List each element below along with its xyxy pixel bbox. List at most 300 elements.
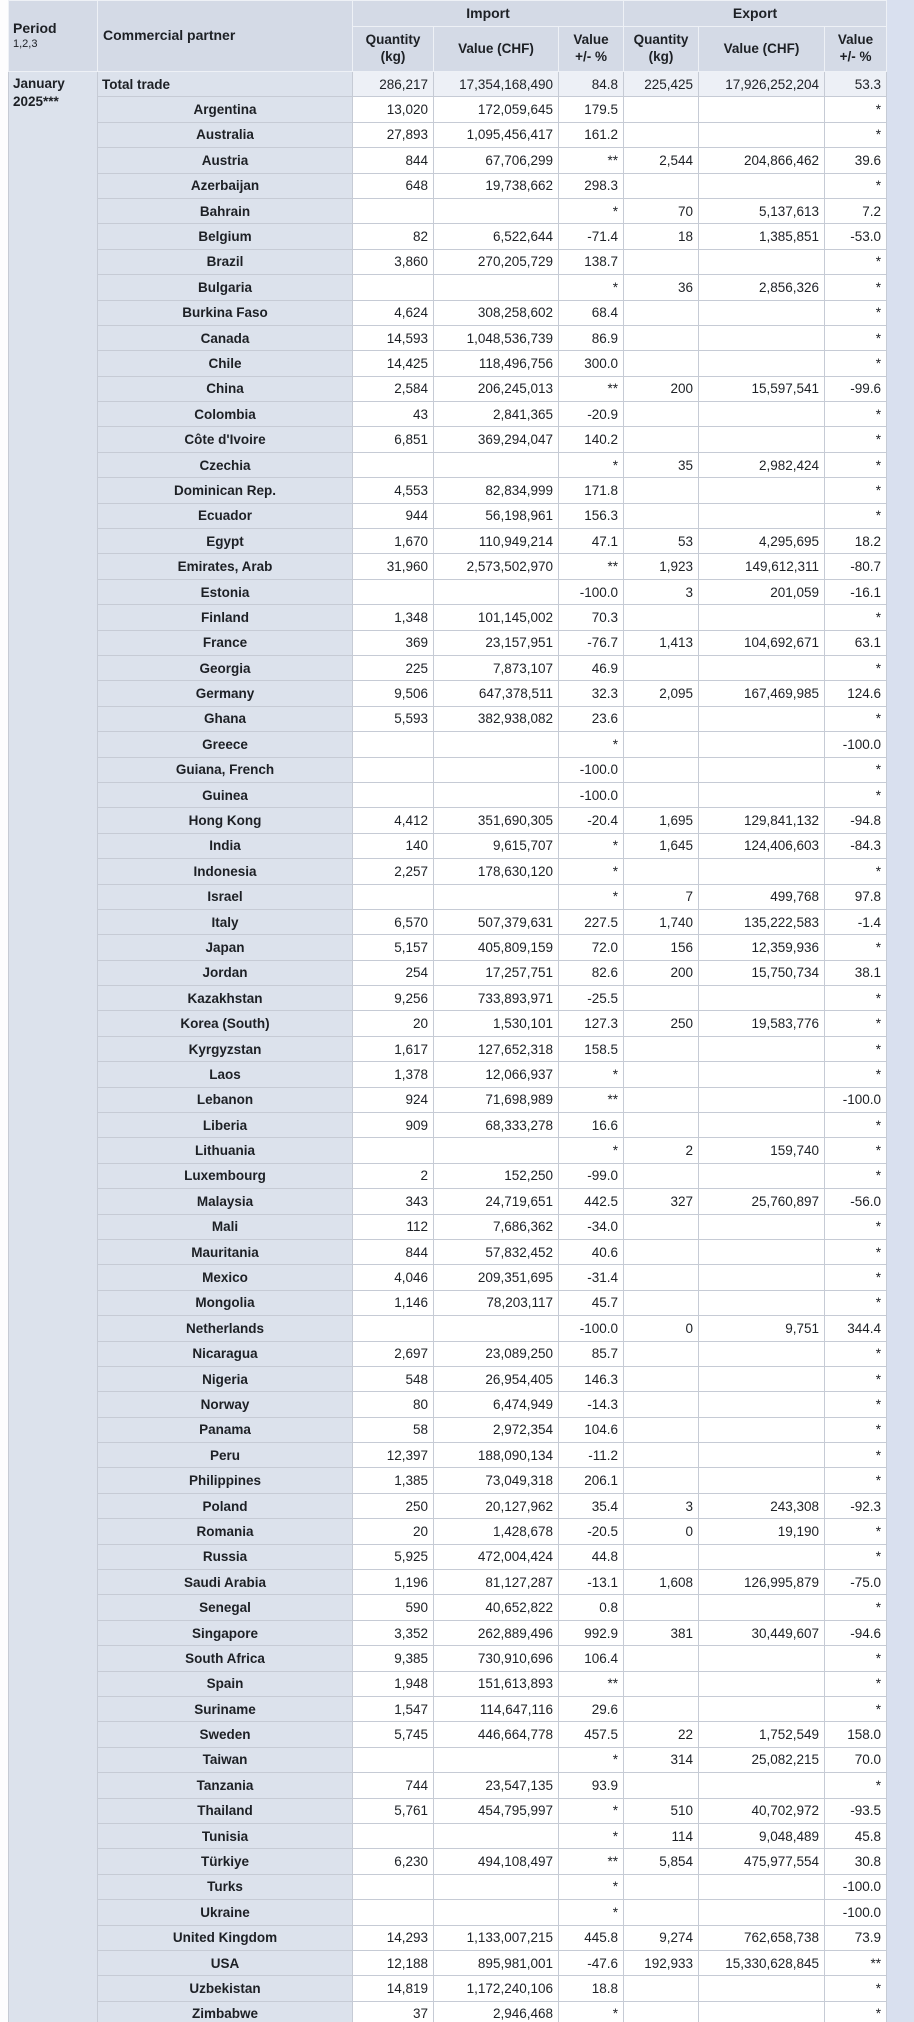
partner-row bbox=[9, 452, 887, 477]
import-value-cell: 446,664,778 bbox=[434, 1722, 559, 1747]
import-quantity-cell: 369 bbox=[353, 630, 434, 655]
export-change-cell: * bbox=[825, 478, 887, 503]
export-quantity-cell bbox=[624, 1900, 699, 1925]
import-quantity-cell: 6,230 bbox=[353, 1849, 434, 1874]
export-quantity-cell: 53 bbox=[624, 529, 699, 554]
import-value-cell: 118,496,756 bbox=[434, 351, 559, 376]
export-value-cell bbox=[699, 605, 825, 630]
import-value-cell: 1,530,101 bbox=[434, 1011, 559, 1036]
import-value-cell bbox=[434, 1316, 559, 1341]
export-change-cell: * bbox=[825, 1671, 887, 1696]
import-change-cell: ** bbox=[559, 376, 624, 401]
import-value-cell: 23,547,135 bbox=[434, 1773, 559, 1798]
partner-row bbox=[9, 1874, 887, 1899]
partner-row bbox=[9, 757, 887, 782]
export-value-cell: 5,137,613 bbox=[699, 198, 825, 223]
export-quantity-cell: 22 bbox=[624, 1722, 699, 1747]
import-quantity-cell: 2,584 bbox=[353, 376, 434, 401]
export-value-cell bbox=[699, 1265, 825, 1290]
partner-row bbox=[9, 808, 887, 833]
import-change-cell: 0.8 bbox=[559, 1595, 624, 1620]
import-change-cell: 40.6 bbox=[559, 1239, 624, 1264]
export-value-cell: 30,449,607 bbox=[699, 1620, 825, 1645]
import-group-header: Import bbox=[353, 1, 624, 27]
import-change-cell: 18.8 bbox=[559, 1976, 624, 2001]
partner-name-cell: Romania bbox=[98, 1519, 353, 1544]
partner-row bbox=[9, 1062, 887, 1087]
import-change-cell: 992.9 bbox=[559, 1620, 624, 1645]
import-quantity-cell: 6,851 bbox=[353, 427, 434, 452]
import-change-cell: * bbox=[559, 1900, 624, 1925]
partner-name-cell: Suriname bbox=[98, 1697, 353, 1722]
import-change-cell: 16.6 bbox=[559, 1113, 624, 1138]
partner-name-cell: India bbox=[98, 833, 353, 858]
export-change-cell: * bbox=[825, 757, 887, 782]
import-change-cell: 45.7 bbox=[559, 1290, 624, 1315]
import-change-cell: * bbox=[559, 859, 624, 884]
partner-row bbox=[9, 681, 887, 706]
export-quantity-cell bbox=[624, 1773, 699, 1798]
partner-name-cell: Türkiye bbox=[98, 1849, 353, 1874]
export-value-cell bbox=[699, 1366, 825, 1391]
export-group-header: Export bbox=[624, 1, 887, 27]
export-quantity-cell: 327 bbox=[624, 1189, 699, 1214]
export-change-cell: 30.8 bbox=[825, 1849, 887, 1874]
export-value-cell bbox=[699, 1214, 825, 1239]
import-value-cell: 12,066,937 bbox=[434, 1062, 559, 1087]
import-value-cell bbox=[434, 757, 559, 782]
import-quantity-cell bbox=[353, 782, 434, 807]
partner-row bbox=[9, 732, 887, 757]
partner-name-cell: Singapore bbox=[98, 1620, 353, 1645]
export-value-cell bbox=[699, 1595, 825, 1620]
export-value-cell: 25,760,897 bbox=[699, 1189, 825, 1214]
import-quantity-cell: 5,157 bbox=[353, 935, 434, 960]
export-quantity-cell bbox=[624, 1366, 699, 1391]
import-value-cell: 382,938,082 bbox=[434, 706, 559, 731]
export-change-cell: * bbox=[825, 1366, 887, 1391]
partner-row bbox=[9, 1366, 887, 1391]
import-change-cell: -20.9 bbox=[559, 402, 624, 427]
export-change-cell: -16.1 bbox=[825, 579, 887, 604]
export-change-cell: -100.0 bbox=[825, 1874, 887, 1899]
import-change-cell: 68.4 bbox=[559, 300, 624, 325]
export-quantity-cell bbox=[624, 1290, 699, 1315]
import-quantity-cell bbox=[353, 1900, 434, 1925]
export-value-cell bbox=[699, 97, 825, 122]
export-quantity-cell: 2 bbox=[624, 1138, 699, 1163]
import-quantity-cell bbox=[353, 1874, 434, 1899]
export-quantity-cell: 2,544 bbox=[624, 148, 699, 173]
import-quantity-cell: 909 bbox=[353, 1113, 434, 1138]
export-change-cell: * bbox=[825, 351, 887, 376]
import-quantity-cell: 225 bbox=[353, 655, 434, 680]
export-quantity-cell bbox=[624, 249, 699, 274]
table-body bbox=[9, 72, 887, 2022]
export-quantity-cell: 3 bbox=[624, 579, 699, 604]
import-quantity-cell: 1,547 bbox=[353, 1697, 434, 1722]
export-value-cell bbox=[699, 782, 825, 807]
partner-row bbox=[9, 402, 887, 427]
import-change-cell: -99.0 bbox=[559, 1163, 624, 1188]
partner-name-cell: Estonia bbox=[98, 579, 353, 604]
import-change-cell: ** bbox=[559, 1671, 624, 1696]
import-quantity-cell: 744 bbox=[353, 1773, 434, 1798]
import-change-cell: -100.0 bbox=[559, 782, 624, 807]
export-change-cell: * bbox=[825, 935, 887, 960]
partner-row bbox=[9, 503, 887, 528]
export-quantity-cell bbox=[624, 2001, 699, 2022]
import-quantity-cell bbox=[353, 198, 434, 223]
partner-name-cell: Philippines bbox=[98, 1468, 353, 1493]
import-change-cell: 46.9 bbox=[559, 655, 624, 680]
partner-name-cell: Greece bbox=[98, 732, 353, 757]
partner-name-cell: Jordan bbox=[98, 960, 353, 985]
import-quantity-cell: 548 bbox=[353, 1366, 434, 1391]
import-quantity-cell: 14,593 bbox=[353, 325, 434, 350]
partner-row bbox=[9, 1976, 887, 2001]
export-change-cell: -53.0 bbox=[825, 224, 887, 249]
partner-name-cell: Indonesia bbox=[98, 859, 353, 884]
partner-name-cell: Canada bbox=[98, 325, 353, 350]
partner-row bbox=[9, 909, 887, 934]
export-change-cell: * bbox=[825, 1290, 887, 1315]
partner-row bbox=[9, 224, 887, 249]
import-value-cell: 2,972,354 bbox=[434, 1417, 559, 1442]
partner-row bbox=[9, 1443, 887, 1468]
partner-name-cell: Japan bbox=[98, 935, 353, 960]
export-quantity-cell bbox=[624, 1671, 699, 1696]
export-value-cell bbox=[699, 706, 825, 731]
import-value-cell: 24,719,651 bbox=[434, 1189, 559, 1214]
export-change-cell: * bbox=[825, 986, 887, 1011]
partner-name-cell: Italy bbox=[98, 909, 353, 934]
import-change-cell: * bbox=[559, 732, 624, 757]
export-change-cell: * bbox=[825, 655, 887, 680]
import-value-cell: 1,428,678 bbox=[434, 1519, 559, 1544]
partner-row bbox=[9, 554, 887, 579]
import-value-cell: 494,108,497 bbox=[434, 1849, 559, 1874]
partner-name-cell: Kazakhstan bbox=[98, 986, 353, 1011]
export-change-cell: * bbox=[825, 325, 887, 350]
export-quantity-cell bbox=[624, 1697, 699, 1722]
export-value-cell: 9,048,489 bbox=[699, 1823, 825, 1848]
export-quantity-cell: 7 bbox=[624, 884, 699, 909]
export-value-cell: 9,751 bbox=[699, 1316, 825, 1341]
export-quantity-cell bbox=[624, 97, 699, 122]
export-value-cell bbox=[699, 1239, 825, 1264]
import-value-cell: 23,089,250 bbox=[434, 1341, 559, 1366]
export-change-cell: * bbox=[825, 1036, 887, 1061]
import-value-cell: 730,910,696 bbox=[434, 1646, 559, 1671]
export-quantity-cell: 9,274 bbox=[624, 1925, 699, 1950]
partner-row bbox=[9, 478, 887, 503]
partner-row bbox=[9, 706, 887, 731]
import-change-cell: -47.6 bbox=[559, 1950, 624, 1975]
export-change-cell: -93.5 bbox=[825, 1798, 887, 1823]
import-change-cell: 161.2 bbox=[559, 122, 624, 147]
import-value-cell: 270,205,729 bbox=[434, 249, 559, 274]
partner-name-cell: Dominican Rep. bbox=[98, 478, 353, 503]
export-value-cell: 167,469,985 bbox=[699, 681, 825, 706]
export-value-cell: 2,856,326 bbox=[699, 275, 825, 300]
export-value-cell bbox=[699, 1417, 825, 1442]
import-quantity-cell: 9,256 bbox=[353, 986, 434, 1011]
import-quantity-cell bbox=[353, 1138, 434, 1163]
import-change-cell: 84.8 bbox=[559, 72, 624, 97]
import-value-cell: 2,573,502,970 bbox=[434, 554, 559, 579]
partner-row bbox=[9, 1392, 887, 1417]
import-change-cell: ** bbox=[559, 1087, 624, 1112]
export-quantity-cell bbox=[624, 605, 699, 630]
period-column-header bbox=[9, 1, 98, 72]
partner-name-cell: Zimbabwe bbox=[98, 2001, 353, 2022]
export-quantity-cell bbox=[624, 1036, 699, 1061]
export-change-cell: 39.6 bbox=[825, 148, 887, 173]
partner-row bbox=[9, 300, 887, 325]
import-value-cell: 308,258,602 bbox=[434, 300, 559, 325]
import-change-cell: 146.3 bbox=[559, 1366, 624, 1391]
import-change-cell: 47.1 bbox=[559, 529, 624, 554]
export-change-cell: * bbox=[825, 427, 887, 452]
export-quantity-cell: 250 bbox=[624, 1011, 699, 1036]
import-quantity-cell: 5,593 bbox=[353, 706, 434, 731]
export-change-cell: * bbox=[825, 1468, 887, 1493]
import-change-cell: 206.1 bbox=[559, 1468, 624, 1493]
import-change-cell: * bbox=[559, 1138, 624, 1163]
export-value-cell bbox=[699, 1036, 825, 1061]
partner-row bbox=[9, 1925, 887, 1950]
export-value-cell bbox=[699, 1671, 825, 1696]
import-value-cell bbox=[434, 452, 559, 477]
import-quantity-cell: 140 bbox=[353, 833, 434, 858]
export-quantity-cell bbox=[624, 478, 699, 503]
partner-name-cell: Nicaragua bbox=[98, 1341, 353, 1366]
partner-name-cell: Belgium bbox=[98, 224, 353, 249]
partner-name-cell: Azerbaijan bbox=[98, 173, 353, 198]
export-value-cell bbox=[699, 503, 825, 528]
import-quantity-cell: 590 bbox=[353, 1595, 434, 1620]
import-change-cell: * bbox=[559, 1062, 624, 1087]
page-left-margin bbox=[0, 0, 8, 2022]
import-value-cell: 78,203,117 bbox=[434, 1290, 559, 1315]
import-quantity-cell: 4,553 bbox=[353, 478, 434, 503]
export-quantity-cell: 1,413 bbox=[624, 630, 699, 655]
export-value-cell: 40,702,972 bbox=[699, 1798, 825, 1823]
export-change-cell: * bbox=[825, 605, 887, 630]
import-change-cell: * bbox=[559, 198, 624, 223]
partner-row bbox=[9, 1519, 887, 1544]
partner-name-cell: Peru bbox=[98, 1443, 353, 1468]
import-value-cell: 26,954,405 bbox=[434, 1366, 559, 1391]
import-quantity-cell bbox=[353, 1316, 434, 1341]
export-value-cell bbox=[699, 351, 825, 376]
partner-row bbox=[9, 198, 887, 223]
import-quantity-cell: 944 bbox=[353, 503, 434, 528]
partner-name-cell: Lithuania bbox=[98, 1138, 353, 1163]
import-quantity-cell: 31,960 bbox=[353, 554, 434, 579]
export-change-cell: * bbox=[825, 1062, 887, 1087]
import-value-cell: 1,133,007,215 bbox=[434, 1925, 559, 1950]
partner-name-cell: Liberia bbox=[98, 1113, 353, 1138]
partner-row bbox=[9, 1189, 887, 1214]
export-value-cell bbox=[699, 1468, 825, 1493]
import-quantity-cell: 5,925 bbox=[353, 1544, 434, 1569]
partner-row bbox=[9, 1138, 887, 1163]
import-value-cell: 101,145,002 bbox=[434, 605, 559, 630]
import-value-cell: 2,946,468 bbox=[434, 2001, 559, 2022]
import-quantity-cell: 14,819 bbox=[353, 1976, 434, 2001]
export-change-cell: 38.1 bbox=[825, 960, 887, 985]
partner-name-cell: Chile bbox=[98, 351, 353, 376]
export-change-cell: 158.0 bbox=[825, 1722, 887, 1747]
partner-row bbox=[9, 1239, 887, 1264]
partner-row bbox=[9, 1950, 887, 1975]
partner-name-cell: Israel bbox=[98, 884, 353, 909]
import-change-cell: 298.3 bbox=[559, 173, 624, 198]
partner-row bbox=[9, 1747, 887, 1772]
export-quantity-cell bbox=[624, 1163, 699, 1188]
export-change-cell: * bbox=[825, 1239, 887, 1264]
export-quantity-cell: 1,923 bbox=[624, 554, 699, 579]
import-change-cell: 44.8 bbox=[559, 1544, 624, 1569]
import-change-cell: 32.3 bbox=[559, 681, 624, 706]
export-change-cell: * bbox=[825, 173, 887, 198]
export-change-cell: * bbox=[825, 1519, 887, 1544]
import-change-cell: 82.6 bbox=[559, 960, 624, 985]
import-change-cell: -71.4 bbox=[559, 224, 624, 249]
partner-name-cell: Panama bbox=[98, 1417, 353, 1442]
export-quantity-cell bbox=[624, 351, 699, 376]
partner-name-cell: Nigeria bbox=[98, 1366, 353, 1391]
export-value-cell bbox=[699, 1773, 825, 1798]
export-change-cell: -56.0 bbox=[825, 1189, 887, 1214]
export-change-cell: -84.3 bbox=[825, 833, 887, 858]
import-change-cell: -31.4 bbox=[559, 1265, 624, 1290]
partner-name-cell: Hong Kong bbox=[98, 808, 353, 833]
import-value-cell: 40,652,822 bbox=[434, 1595, 559, 1620]
partner-name-cell: Austria bbox=[98, 148, 353, 173]
trade-table bbox=[8, 0, 887, 2022]
export-value-cell bbox=[699, 1976, 825, 2001]
import-value-cell: 1,095,456,417 bbox=[434, 122, 559, 147]
partner-row bbox=[9, 960, 887, 985]
import-quantity-cell bbox=[353, 1823, 434, 1848]
import-change-cell: 72.0 bbox=[559, 935, 624, 960]
import-change-cell: 442.5 bbox=[559, 1189, 624, 1214]
partner-name-cell: Norway bbox=[98, 1392, 353, 1417]
import-change-cell: ** bbox=[559, 148, 624, 173]
export-quantity-cell: 18 bbox=[624, 224, 699, 249]
export-value-cell: 17,926,252,204 bbox=[699, 72, 825, 97]
export-quantity-cell bbox=[624, 1239, 699, 1264]
import-value-cell: 73,049,318 bbox=[434, 1468, 559, 1493]
import-value-header: Value (CHF) bbox=[434, 27, 559, 72]
export-change-cell: 63.1 bbox=[825, 630, 887, 655]
import-quantity-cell: 80 bbox=[353, 1392, 434, 1417]
import-quantity-cell: 4,412 bbox=[353, 808, 434, 833]
import-quantity-cell: 27,893 bbox=[353, 122, 434, 147]
export-quantity-header: Quantity (kg) bbox=[624, 27, 699, 72]
export-value-cell bbox=[699, 1646, 825, 1671]
import-change-cell: 85.7 bbox=[559, 1341, 624, 1366]
export-change-cell: * bbox=[825, 1265, 887, 1290]
export-change-cell: * bbox=[825, 1544, 887, 1569]
import-value-cell: 209,351,695 bbox=[434, 1265, 559, 1290]
import-value-cell bbox=[434, 1138, 559, 1163]
import-value-cell: 351,690,305 bbox=[434, 808, 559, 833]
export-change-cell: * bbox=[825, 2001, 887, 2022]
import-value-cell: 178,630,120 bbox=[434, 859, 559, 884]
export-quantity-cell: 1,608 bbox=[624, 1570, 699, 1595]
export-change-cell: -94.8 bbox=[825, 808, 887, 833]
export-value-cell: 15,597,541 bbox=[699, 376, 825, 401]
export-quantity-cell bbox=[624, 782, 699, 807]
export-change-cell: * bbox=[825, 97, 887, 122]
export-quantity-cell: 0 bbox=[624, 1316, 699, 1341]
import-change-cell: ** bbox=[559, 1849, 624, 1874]
partner-name-cell: USA bbox=[98, 1950, 353, 1975]
export-change-cell: * bbox=[825, 1697, 887, 1722]
import-quantity-cell: 5,745 bbox=[353, 1722, 434, 1747]
export-value-cell bbox=[699, 655, 825, 680]
import-value-cell: 895,981,001 bbox=[434, 1950, 559, 1975]
import-change-cell: 86.9 bbox=[559, 325, 624, 350]
partner-row bbox=[9, 376, 887, 401]
partner-name-cell: Mali bbox=[98, 1214, 353, 1239]
export-quantity-cell bbox=[624, 1113, 699, 1138]
import-change-cell: 93.9 bbox=[559, 1773, 624, 1798]
partner-row bbox=[9, 1773, 887, 1798]
export-value-cell bbox=[699, 478, 825, 503]
import-quantity-cell: 1,948 bbox=[353, 1671, 434, 1696]
partner-name-cell: Luxembourg bbox=[98, 1163, 353, 1188]
partner-name-cell: Guinea bbox=[98, 782, 353, 807]
export-value-cell bbox=[699, 1697, 825, 1722]
export-change-cell: * bbox=[825, 1443, 887, 1468]
partner-row bbox=[9, 1544, 887, 1569]
import-value-cell: 1,048,536,739 bbox=[434, 325, 559, 350]
export-quantity-cell bbox=[624, 1265, 699, 1290]
partner-name-cell: Guiana, French bbox=[98, 757, 353, 782]
import-quantity-cell: 4,624 bbox=[353, 300, 434, 325]
export-change-cell: * bbox=[825, 1011, 887, 1036]
export-quantity-cell bbox=[624, 655, 699, 680]
import-change-cell: -14.3 bbox=[559, 1392, 624, 1417]
export-quantity-cell bbox=[624, 1214, 699, 1239]
export-value-cell bbox=[699, 986, 825, 1011]
export-value-cell: 499,768 bbox=[699, 884, 825, 909]
import-quantity-cell: 1,385 bbox=[353, 1468, 434, 1493]
partner-name-cell: Georgia bbox=[98, 655, 353, 680]
export-value-cell: 762,658,738 bbox=[699, 1925, 825, 1950]
import-value-cell: 405,809,159 bbox=[434, 935, 559, 960]
export-change-cell: -80.7 bbox=[825, 554, 887, 579]
partner-row bbox=[9, 1468, 887, 1493]
export-quantity-cell: 381 bbox=[624, 1620, 699, 1645]
export-quantity-cell bbox=[624, 1392, 699, 1417]
partner-row bbox=[9, 1722, 887, 1747]
import-quantity-cell: 2,257 bbox=[353, 859, 434, 884]
partner-name-cell: Tanzania bbox=[98, 1773, 353, 1798]
import-change-cell: -20.4 bbox=[559, 808, 624, 833]
import-change-cell: 300.0 bbox=[559, 351, 624, 376]
period-footnote-refs: 1,2,3 bbox=[13, 38, 38, 51]
import-value-cell: 733,893,971 bbox=[434, 986, 559, 1011]
export-quantity-cell bbox=[624, 427, 699, 452]
import-value-cell: 7,873,107 bbox=[434, 655, 559, 680]
export-quantity-cell bbox=[624, 757, 699, 782]
